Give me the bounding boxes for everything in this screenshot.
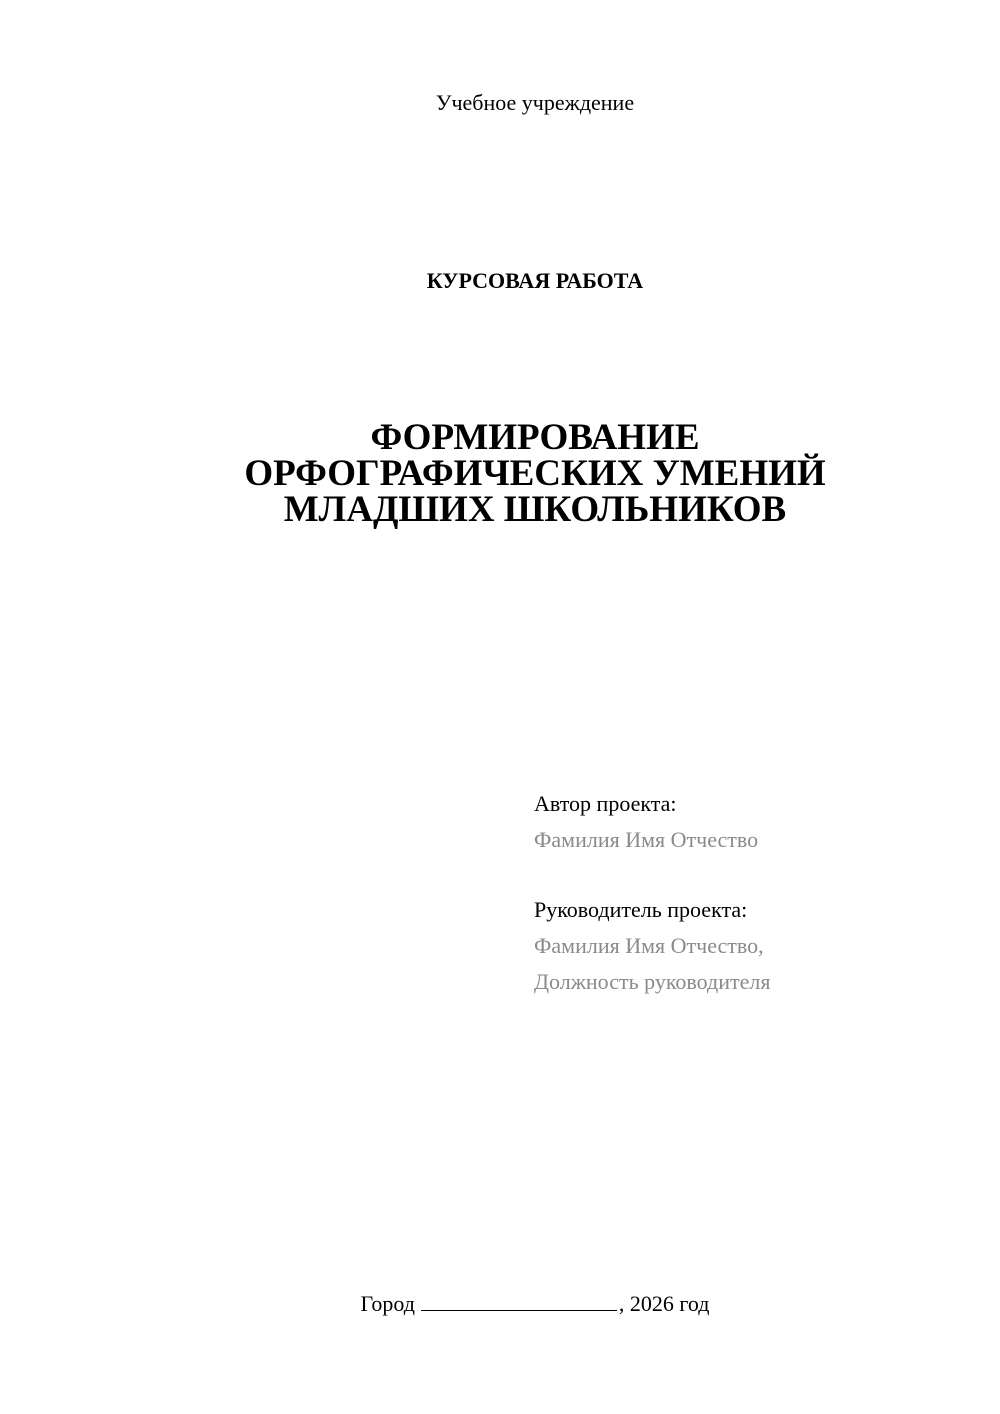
author-name: Фамилия Имя Отчество [534, 827, 759, 852]
institution-name: Учебное учреждение [435, 90, 635, 115]
title-line-1: ФОРМИРОВАНИЕ [370, 417, 700, 458]
year-text: , 2026 год [618, 1291, 710, 1316]
city-label: Город [360, 1291, 415, 1316]
title-line-3: МЛАДШИХ ШКОЛЬНИКОВ [283, 489, 787, 530]
city-year-line [0, 1290, 1000, 1317]
document-title [0, 417, 1000, 530]
supervisor-label: Руководитель проекта: [534, 897, 748, 922]
supervisor-position: Должность руководителя [534, 969, 771, 994]
author-label: Автор проекта: [534, 791, 677, 816]
supervisor-block [534, 892, 770, 1000]
supervisor-name: Фамилия Имя Отчество, [534, 933, 764, 958]
city-blank-line [421, 1290, 617, 1311]
title-line-2: ОРФОГРАФИЧЕСКИХ УМЕНИЙ [244, 453, 826, 494]
author-block [534, 786, 758, 858]
work-type: КУРСОВАЯ РАБОТА [426, 268, 644, 293]
